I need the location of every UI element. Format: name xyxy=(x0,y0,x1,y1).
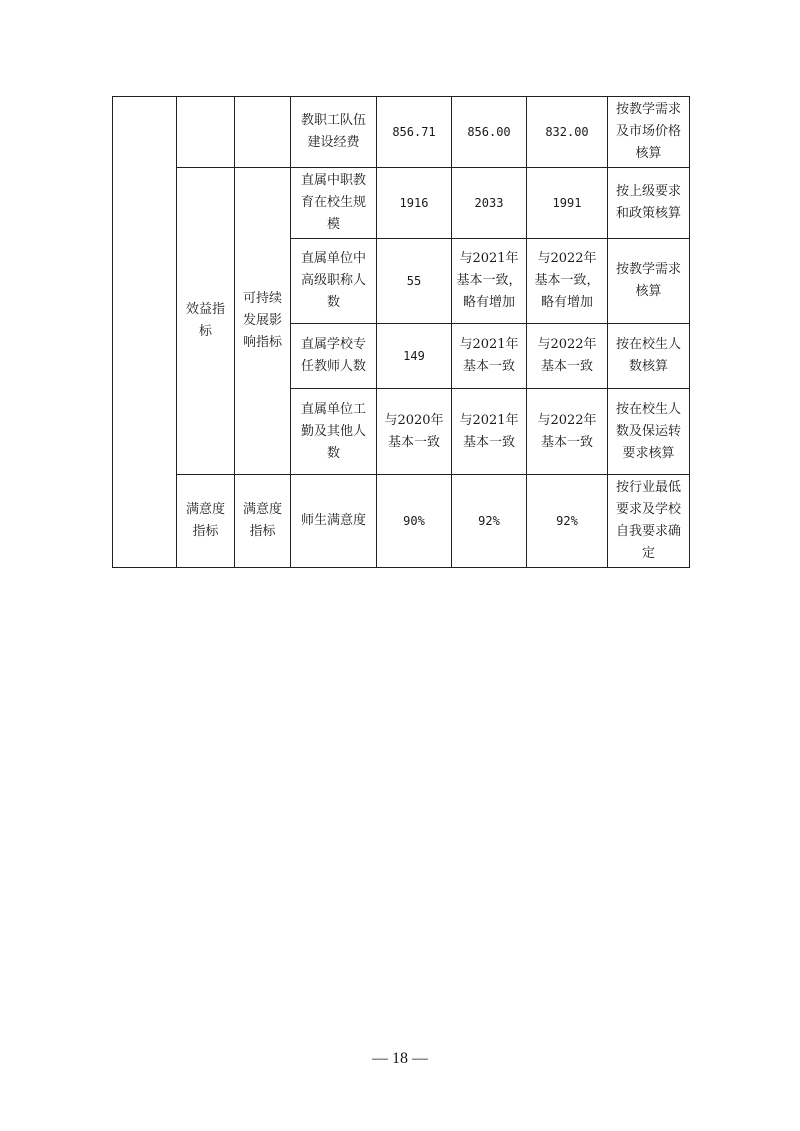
table-row xyxy=(113,168,690,239)
value-cell-1: 90% xyxy=(377,475,452,568)
value-cell-2: 与2021年基本一致，略有增加 xyxy=(452,239,527,324)
indicator-name: 直属单位工勤及其他人数 xyxy=(291,389,377,475)
value-cell-2: 与2021年基本一致 xyxy=(452,389,527,475)
value-cell-1: 1916 xyxy=(377,168,452,239)
value-cell-1: 856.71 xyxy=(377,97,452,168)
basis-cell: 按行业最低要求及学校自我要求确定 xyxy=(608,475,690,568)
value-cell-1: 149 xyxy=(377,324,452,389)
basis-cell: 按在校生人数及保运转要求核算 xyxy=(608,389,690,475)
blank-cell xyxy=(235,97,291,168)
indicator-name: 直属单位中高级职称人数 xyxy=(291,239,377,324)
value-cell-3: 832.00 xyxy=(527,97,608,168)
value-cell-3: 与2022年基本一致 xyxy=(527,324,608,389)
blank-cell xyxy=(177,97,235,168)
value-cell-1: 与2020年基本一致 xyxy=(377,389,452,475)
page-number: — 18 — xyxy=(372,1050,428,1067)
outer-blank-cell xyxy=(113,97,177,568)
value-cell-1: 55 xyxy=(377,239,452,324)
level1-label: 满意度指标 xyxy=(177,475,235,568)
value-cell-3: 与2022年基本一致 xyxy=(527,389,608,475)
basis-cell: 按教学需求及市场价格核算 xyxy=(608,97,690,168)
table-row xyxy=(113,97,690,168)
performance-indicator-table xyxy=(112,96,690,568)
level2-label: 可持续发展影响指标 xyxy=(235,168,291,475)
value-cell-3: 92% xyxy=(527,475,608,568)
indicator-name: 直属中职教育在校生规模 xyxy=(291,168,377,239)
level1-label: 效益指标 xyxy=(177,168,235,475)
table-row xyxy=(113,475,690,568)
value-cell-2: 856.00 xyxy=(452,97,527,168)
indicator-name: 师生满意度 xyxy=(291,475,377,568)
value-cell-3: 1991 xyxy=(527,168,608,239)
value-cell-3: 与2022年基本一致，略有增加 xyxy=(527,239,608,324)
indicator-name: 教职工队伍建设经费 xyxy=(291,97,377,168)
value-cell-2: 与2021年基本一致 xyxy=(452,324,527,389)
basis-cell: 按教学需求核算 xyxy=(608,239,690,324)
value-cell-2: 2033 xyxy=(452,168,527,239)
basis-cell: 按在校生人数核算 xyxy=(608,324,690,389)
basis-cell: 按上级要求和政策核算 xyxy=(608,168,690,239)
level2-label: 满意度指标 xyxy=(235,475,291,568)
indicator-name: 直属学校专任教师人数 xyxy=(291,324,377,389)
value-cell-2: 92% xyxy=(452,475,527,568)
